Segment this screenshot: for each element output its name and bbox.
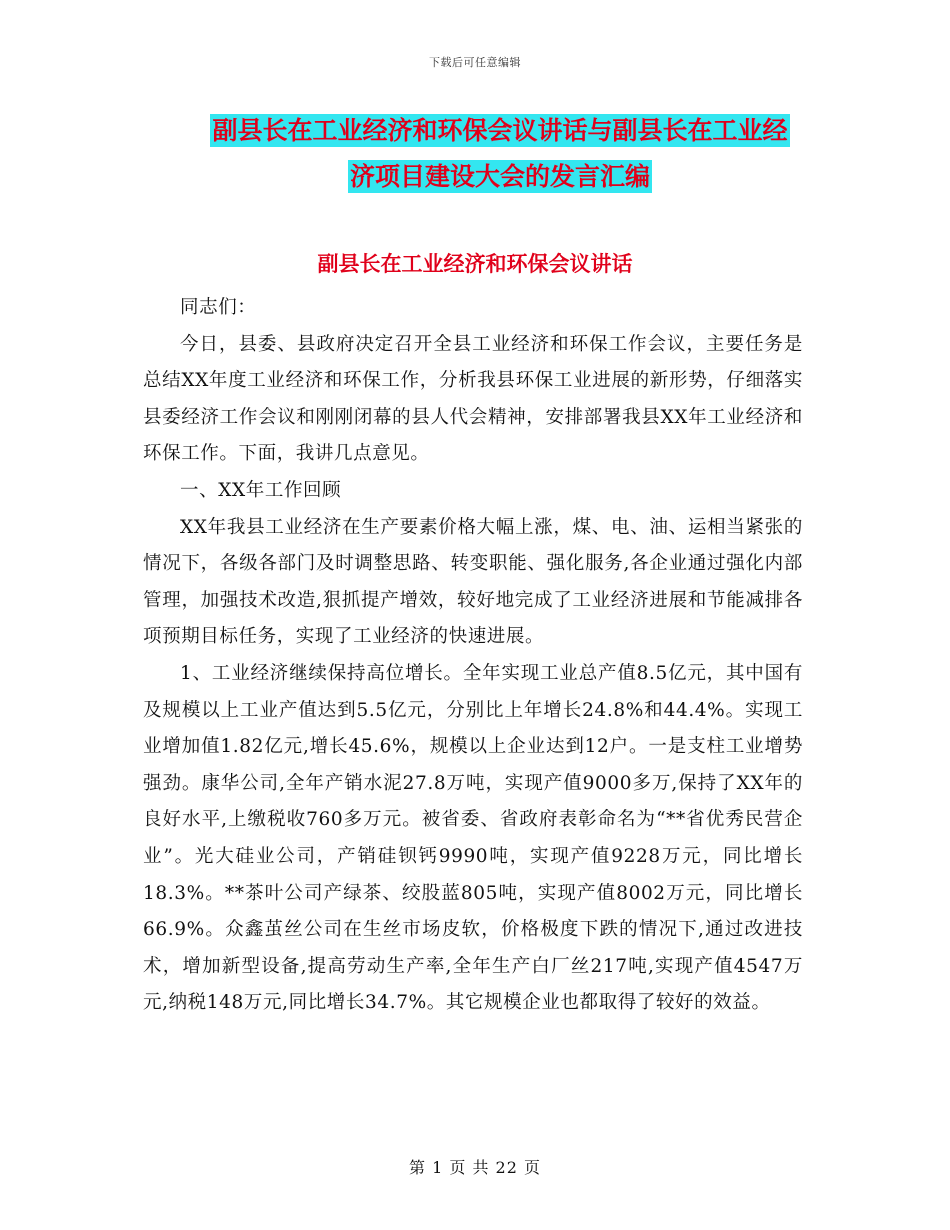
document-title-line-1: 副县长在工业经济和环保会议讲话与副县长在工业经 [212,116,788,145]
paragraph-review: XX年我县工业经济在生产要素价格大幅上涨，煤、电、油、运相当紧张的情况下，各级各部门及时调整思路、转变职能、强化服务,各企业通过强化内部管理，加强技术改造,狠抓提产增效，较好地完成了工业经济进展和节能减排各项预期目标任务，实现了工业经济的快速进展。 [143,516,803,648]
document-body [143,290,803,1022]
paragraph-salutation: 同志们： [180,297,257,318]
document-title-line-2: 济项目建设大会的发言汇编 [349,162,650,191]
section-title: 副县长在工业经济和环保会议讲话 [317,252,633,276]
paragraph-heading-review: 一、XX年工作回顾 [180,479,342,501]
document-title [190,108,810,200]
page-header-note: 下载后可任意编辑 [429,56,521,69]
page-number: 第 1 页 共 22 页 [409,1158,541,1177]
paragraph-growth: 1、工业经济继续保持高位增长。全年实现工业总产值8.5亿元，其中国有及规模以上工业产值达到5.5亿元，分别比上年增长24.8%和44.4%。实现工业增加值1.82亿元,增长45.6%，规模以上企业达到12户。一是支柱工业增势强劲。康华公司,全年产销水泥27.8万吨，实现产值9000多万,保持了XX年的良好水平,上缴税收760多万元。被省委、省政府表彰命名为“**省优秀民营企业”。光大硅业公司，产销硅钡钙9990吨，实现产值9228万元，同比增长18.3%。**茶叶公司产绿茶、绞股蓝805吨，实现产值8002万元，同比增长66.9%。众鑫茧丝公司在生丝市场皮软，价格极度下跌的情况下,通过改进技术，增加新型设备,提高劳动生产率,全年生产白厂丝217吨,实现产值4547万元,纳税148万元,同比增长34.7%。其它规模企业也都取得了较好的效益。 [143,662,803,1014]
paragraph-intro: 今日，县委、县政府决定召开全县工业经济和环保工作会议，主要任务是总结XX年度工业经济和环保工作，分析我县环保工业进展的新形势，仔细落实县委经济工作会议和刚刚闭幕的县人代会精神，安排部署我县XX年工业经济和环保工作。下面，我讲几点意见。 [143,333,803,465]
